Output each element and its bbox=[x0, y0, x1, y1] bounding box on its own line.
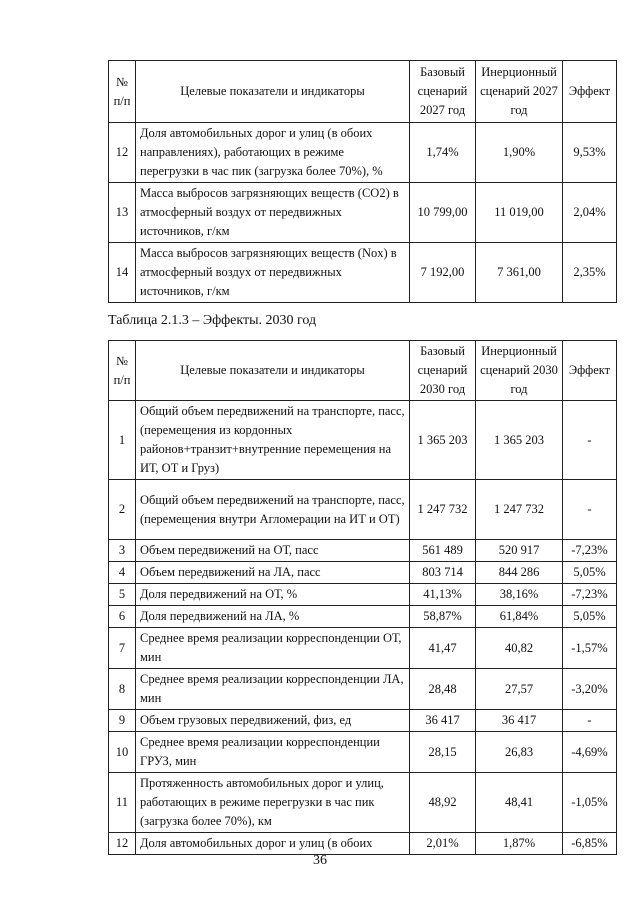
table-caption: Таблица 2.1.3 – Эффекты. 2030 год bbox=[108, 313, 317, 328]
row-base: 803 714 bbox=[410, 562, 476, 584]
row-name: Общий объем передвижений на транспорте, пасс, (перемещения внутри Агломерации на ИТ и ОТ) bbox=[136, 480, 410, 540]
table-row bbox=[109, 606, 617, 628]
row-inert: 7 361,00 bbox=[476, 243, 563, 303]
row-name: Масса выбросов загрязняющих веществ (Nox) в атмосферный воздух от передвижных источников, г/км bbox=[136, 243, 410, 303]
table-row bbox=[109, 732, 617, 773]
row-effect: -1,57% bbox=[563, 628, 617, 669]
table-row bbox=[109, 710, 617, 732]
row-base: 1 247 732 bbox=[410, 480, 476, 540]
row-name: Доля автомобильных дорог и улиц (в обоих направлениях), работающих в режиме перегрузки в час пик (загрузка более 70%), % bbox=[136, 123, 410, 183]
row-inert: 1,90% bbox=[476, 123, 563, 183]
effects-table-2030 bbox=[108, 340, 617, 855]
row-effect: -6,85% bbox=[563, 833, 617, 855]
header-inert: Инерционный сценарий 2030 год bbox=[476, 341, 563, 401]
table-row bbox=[109, 243, 617, 303]
row-effect: -1,05% bbox=[563, 773, 617, 833]
row-effect: - bbox=[563, 480, 617, 540]
row-effect: 5,05% bbox=[563, 562, 617, 584]
page-number: 36 bbox=[313, 853, 327, 868]
row-effect: 9,53% bbox=[563, 123, 617, 183]
row-base: 1 365 203 bbox=[410, 401, 476, 480]
row-num: 13 bbox=[109, 183, 136, 243]
row-num: 3 bbox=[109, 540, 136, 562]
row-base: 1,74% bbox=[410, 123, 476, 183]
row-inert: 61,84% bbox=[476, 606, 563, 628]
table-header-row bbox=[109, 341, 617, 401]
row-base: 41,13% bbox=[410, 584, 476, 606]
row-num: 1 bbox=[109, 401, 136, 480]
row-base: 28,15 bbox=[410, 732, 476, 773]
row-name: Объем грузовых передвижений, физ, ед bbox=[136, 710, 410, 732]
row-effect: -7,23% bbox=[563, 584, 617, 606]
row-num: 14 bbox=[109, 243, 136, 303]
row-effect: 5,05% bbox=[563, 606, 617, 628]
row-inert: 1 365 203 bbox=[476, 401, 563, 480]
row-num: 5 bbox=[109, 584, 136, 606]
header-num: № п/п bbox=[109, 341, 136, 401]
header-name: Целевые показатели и индикаторы bbox=[136, 341, 410, 401]
header-base: Базовый сценарий 2030 год bbox=[410, 341, 476, 401]
row-inert: 11 019,00 bbox=[476, 183, 563, 243]
row-num: 12 bbox=[109, 833, 136, 855]
row-effect: - bbox=[563, 710, 617, 732]
row-name: Доля автомобильных дорог и улиц (в обоих bbox=[136, 833, 410, 855]
row-num: 8 bbox=[109, 669, 136, 710]
row-base: 58,87% bbox=[410, 606, 476, 628]
row-inert: 844 286 bbox=[476, 562, 563, 584]
table-row bbox=[109, 480, 617, 540]
row-base: 10 799,00 bbox=[410, 183, 476, 243]
row-effect: 2,04% bbox=[563, 183, 617, 243]
row-inert: 1,87% bbox=[476, 833, 563, 855]
row-inert: 38,16% bbox=[476, 584, 563, 606]
row-inert: 27,57 bbox=[476, 669, 563, 710]
header-base: Базовый сценарий 2027 год bbox=[410, 61, 476, 123]
row-base: 36 417 bbox=[410, 710, 476, 732]
row-num: 7 bbox=[109, 628, 136, 669]
header-effect: Эффект bbox=[563, 341, 617, 401]
row-inert: 40,82 bbox=[476, 628, 563, 669]
row-effect: -7,23% bbox=[563, 540, 617, 562]
row-inert: 520 917 bbox=[476, 540, 563, 562]
row-effect: -4,69% bbox=[563, 732, 617, 773]
table-row bbox=[109, 669, 617, 710]
row-inert: 36 417 bbox=[476, 710, 563, 732]
table-row bbox=[109, 584, 617, 606]
row-base: 7 192,00 bbox=[410, 243, 476, 303]
row-num: 11 bbox=[109, 773, 136, 833]
header-name: Целевые показатели и индикаторы bbox=[136, 61, 410, 123]
row-name: Общий объем передвижений на транспорте, пасс, (перемещения из кордонных районов+транзит+внутренние перемещения на ИТ, ОТ и Груз) bbox=[136, 401, 410, 480]
table-row bbox=[109, 628, 617, 669]
row-effect: - bbox=[563, 401, 617, 480]
table-row bbox=[109, 833, 617, 855]
row-base: 41,47 bbox=[410, 628, 476, 669]
row-base: 48,92 bbox=[410, 773, 476, 833]
row-inert: 1 247 732 bbox=[476, 480, 563, 540]
table-row bbox=[109, 773, 617, 833]
table-row bbox=[109, 183, 617, 243]
row-num: 2 bbox=[109, 480, 136, 540]
row-name: Доля передвижений на ОТ, % bbox=[136, 584, 410, 606]
row-name: Среднее время реализации корреспонденции ГРУЗ, мин bbox=[136, 732, 410, 773]
row-base: 561 489 bbox=[410, 540, 476, 562]
table-row bbox=[109, 562, 617, 584]
row-num: 10 bbox=[109, 732, 136, 773]
row-name: Среднее время реализации корреспонденции ЛА, мин bbox=[136, 669, 410, 710]
row-name: Масса выбросов загрязняющих веществ (CO2) в атмосферный воздух от передвижных источников, г/км bbox=[136, 183, 410, 243]
row-base: 2,01% bbox=[410, 833, 476, 855]
row-num: 12 bbox=[109, 123, 136, 183]
table-row bbox=[109, 540, 617, 562]
row-name: Протяженность автомобильных дорог и улиц, работающих в режиме перегрузки в час пик (загрузка более 70%), км bbox=[136, 773, 410, 833]
row-inert: 26,83 bbox=[476, 732, 563, 773]
row-name: Объем передвижений на ЛА, пасс bbox=[136, 562, 410, 584]
row-effect: -3,20% bbox=[563, 669, 617, 710]
header-inert: Инерционный сценарий 2027 год bbox=[476, 61, 563, 123]
row-name: Объем передвижений на ОТ, пасс bbox=[136, 540, 410, 562]
row-num: 4 bbox=[109, 562, 136, 584]
row-name: Среднее время реализации корреспонденции ОТ, мин bbox=[136, 628, 410, 669]
effects-table-2027 bbox=[108, 60, 617, 303]
row-inert: 48,41 bbox=[476, 773, 563, 833]
table-row bbox=[109, 401, 617, 480]
row-num: 6 bbox=[109, 606, 136, 628]
row-base: 28,48 bbox=[410, 669, 476, 710]
row-name: Доля передвижений на ЛА, % bbox=[136, 606, 410, 628]
row-effect: 2,35% bbox=[563, 243, 617, 303]
table-header-row bbox=[109, 61, 617, 123]
header-num: № п/п bbox=[109, 61, 136, 123]
header-effect: Эффект bbox=[563, 61, 617, 123]
row-num: 9 bbox=[109, 710, 136, 732]
table-row bbox=[109, 123, 617, 183]
